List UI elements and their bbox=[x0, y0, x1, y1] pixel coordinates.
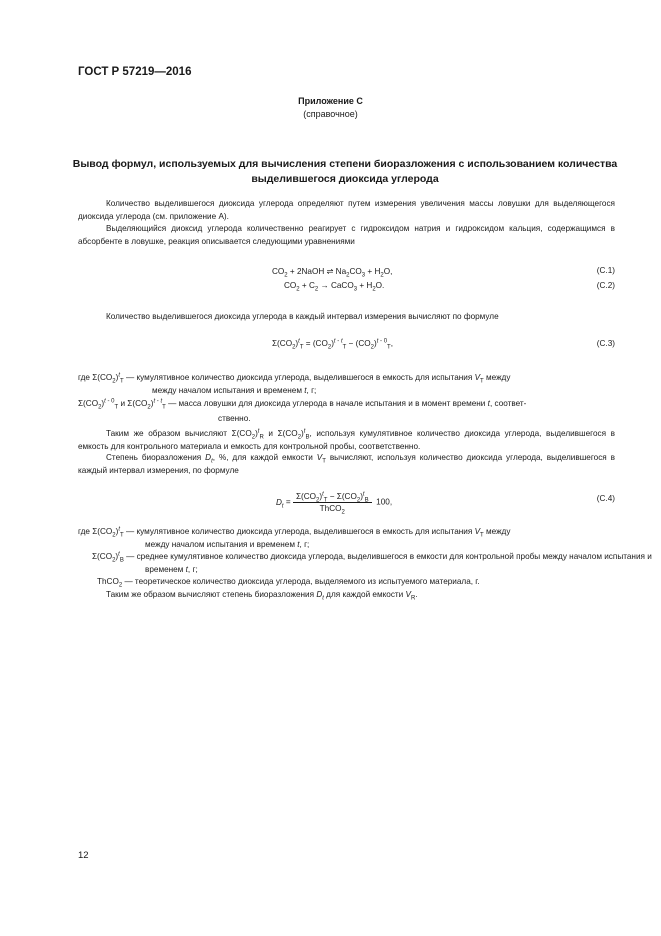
equation-c1: $CO_2$ + 2NaOH ⇌ $Na_2CO_3 + H_2O$, bbox=[272, 267, 393, 279]
definition-1: где $\Sigma(CO_2)^t_T$ — кумулятивное количество диоксида углерода, выделившегося в емкость для испытания $V_T$ между bbox=[78, 372, 511, 385]
paragraph-6-text: Таким же образом вычисляют степень биоразложения bbox=[106, 590, 315, 599]
definition-4: $\Sigma(CO_2)^t_B$ — среднее кумулятивное количество диоксида углерода, выделившегося в емкости для контрольной пробы между началом испытания и временем t, г; bbox=[92, 551, 652, 574]
where-label: где bbox=[78, 373, 90, 382]
equation-c4: $D_t$ = $\frac{\Sigma(CO_2)^t_T - \Sigma(CO_2)^t_B}{ThCO_2}$ 100, bbox=[276, 491, 393, 516]
paragraph-4-text: , используя кумулятивное количество диоксида углерода, выделившегося в емкость для контрольного материала и емкость для контрольной пробы, соответственно. bbox=[78, 429, 615, 451]
paragraph-4-lead: Таким же образом вычисляют bbox=[106, 429, 228, 438]
paragraph-5-b: , %, для каждой емкости bbox=[212, 453, 313, 462]
definition-2: $\Sigma(CO_2)^{t - 0}_T$ и $\Sigma(CO_2)^{t - t}_T$ — масса ловушки для диоксида углерода в начале испытания и в момент времени t, соответ- bbox=[78, 398, 527, 411]
definition-5: ThCO$_2$ — теоретическое количество диоксида углерода, выделяемого из испытуемого материала, г. bbox=[97, 577, 480, 589]
paragraph-2: Выделяющийся диоксид углерода количественно реагирует с гидроксидом натрия и гидроксидом кальция, содержащимся в абсорбенте в ловушке, реакция описывается следующими уравнениями bbox=[78, 224, 615, 246]
definition-5-text: — теоретическое количество диоксида углерода, выделяемого из испытуемого материала, г. bbox=[124, 577, 480, 586]
equation-c4-fraction: $\frac{\Sigma(CO_2)^t_T - \Sigma(CO_2)^t_B}{ThCO_2}$ bbox=[293, 492, 372, 513]
equation-c4-number: (С.4) bbox=[596, 494, 615, 503]
definition-3: где $\Sigma(CO_2)^t_T$ — кумулятивное количество диоксида углерода, выделившегося в емкость для испытания $V_T$ между bbox=[78, 526, 511, 539]
equation-c4-factor: 100, bbox=[376, 497, 393, 507]
paragraph-5-c: вычисляют, используя количество диоксида углерода, выделившегося в каждый интервал измерения, по формуле bbox=[78, 453, 616, 475]
equation-c2-number: (С.2) bbox=[596, 281, 615, 290]
appendix-note: (справочное) bbox=[303, 109, 358, 119]
equation-c2: $CO_2 + C_2$ → CaCO$_3$ + $H_2O$. bbox=[284, 281, 385, 293]
definition-2-text: — масса ловушки для диоксида углерода в начале испытания и в момент времени bbox=[168, 399, 486, 408]
paragraph-5-a: Степень биоразложения bbox=[106, 453, 202, 462]
paragraph-5: Степень биоразложения $D_t$, %, для каждой емкости $V_T$ вычисляют, используя количество диоксида углерода, выделившегося в каждый интервал измерения, по формуле bbox=[78, 453, 616, 475]
appendix-label: Приложение С bbox=[298, 96, 363, 106]
section-title: Вывод формул, используемых для вычисления степени биоразложения с использованием количества выделившегося диоксида углерода bbox=[72, 158, 618, 185]
definition-3-text: — кумулятивное количество диоксида углерода, выделившегося в емкость для испытания bbox=[126, 527, 473, 536]
page-number: 12 bbox=[78, 850, 89, 861]
paragraph-4: Таким же образом вычисляют $\Sigma(CO_2)^t_R$ и $\Sigma(CO_2)^t_B$, используя кумулятивное количество диоксида углерода, выделившегося в емкость для контрольного материала и емкость для контрольной пробы, соответственно. bbox=[78, 428, 615, 451]
definition-1-cont-text: между началом испытания и временем bbox=[152, 386, 302, 395]
definition-2-cont: ственно. bbox=[218, 414, 251, 423]
definition-4-text: — среднее кумулятивное количество диоксида углерода, выделившегося в емкости для контрольной пробы между началом испытания и временем bbox=[126, 552, 652, 574]
definition-1-text: — кумулятивное количество диоксида углерода, выделившегося в емкость для испытания bbox=[126, 373, 473, 382]
equation-c3-number: (С.3) bbox=[596, 339, 615, 348]
equation-c3: $\Sigma(CO_2)^t_T = (CO_2)^{t - t}_T - (CO_2)^{t - 0}_T$, bbox=[272, 338, 393, 351]
definition-3-cont-text: между началом испытания и временем bbox=[145, 540, 295, 549]
standard-header: ГОСТ Р 57219—2016 bbox=[78, 66, 192, 78]
paragraph-1: Количество выделившегося диоксида углерода определяют путем измерения увеличения массы ловушки для выделяющегося диоксида углерода (см. приложение А). bbox=[78, 199, 615, 221]
paragraph-3: Количество выделившегося диоксида углерода в каждый интервал измерения вычисляют по формуле bbox=[106, 312, 499, 321]
definition-1-cont: между началом испытания и временем t, г; bbox=[152, 386, 317, 395]
equation-c1-number: (С.1) bbox=[596, 266, 615, 275]
definition-3-cont: между началом испытания и временем t, г; bbox=[145, 540, 310, 549]
paragraph-6: Таким же образом вычисляют степень биоразложения $D_t$ для каждой емкости $V_R$. bbox=[106, 590, 418, 602]
